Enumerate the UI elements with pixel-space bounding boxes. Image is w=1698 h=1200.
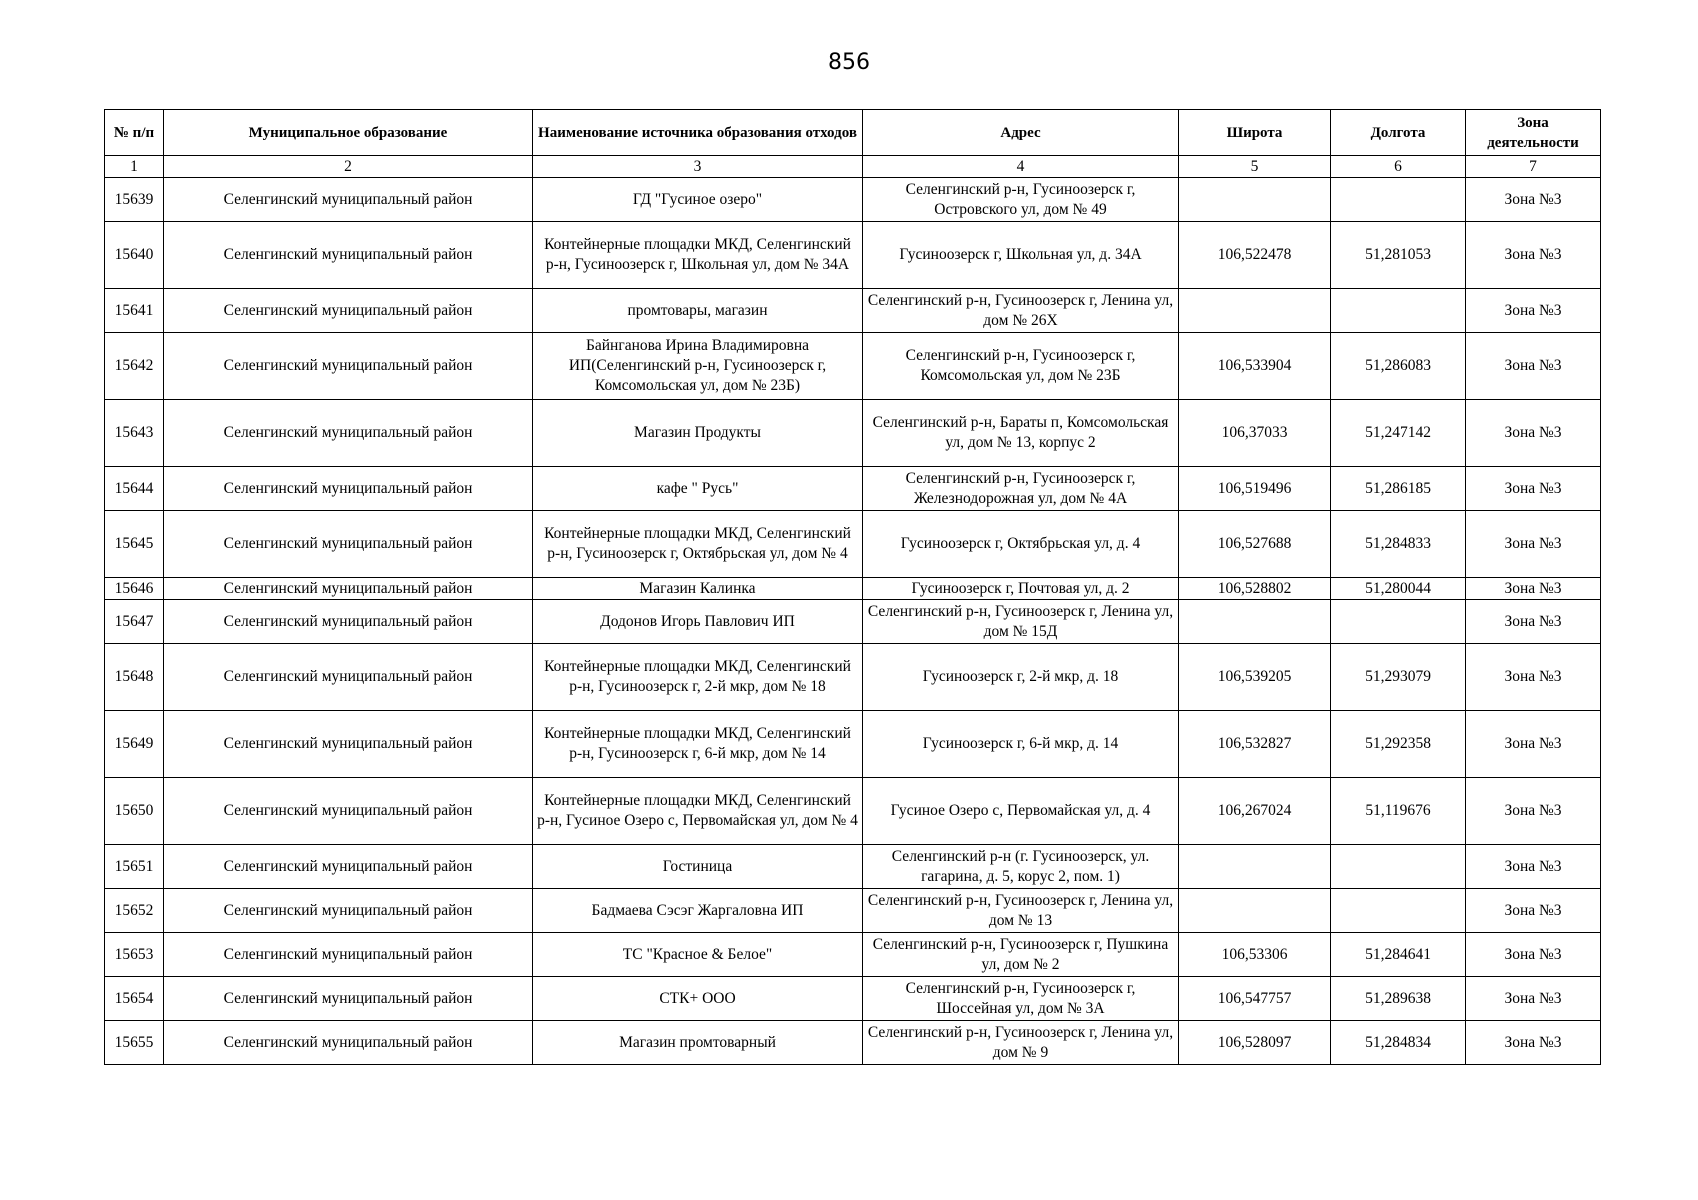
header-cell: Муниципальное образование <box>164 110 533 156</box>
table-row <box>105 711 1601 778</box>
longitude-cell: 51,286083 <box>1331 333 1466 400</box>
table-header-row <box>105 110 1601 156</box>
waste-source-cell: Магазин Калинка <box>533 578 863 600</box>
zone-cell: Зона №3 <box>1466 333 1601 400</box>
longitude-cell: 51,289638 <box>1331 977 1466 1021</box>
waste-source-cell: СТК+ ООО <box>533 977 863 1021</box>
row-number-cell: 15646 <box>105 578 164 600</box>
row-number-cell: 15652 <box>105 889 164 933</box>
latitude-cell <box>1179 845 1331 889</box>
zone-cell: Зона №3 <box>1466 644 1601 711</box>
municipality-cell: Селенгинский муниципальный район <box>164 222 533 289</box>
table-row <box>105 578 1601 600</box>
row-number-cell: 15655 <box>105 1021 164 1065</box>
latitude-cell: 106,528097 <box>1179 1021 1331 1065</box>
zone-cell: Зона №3 <box>1466 933 1601 977</box>
municipality-cell: Селенгинский муниципальный район <box>164 289 533 333</box>
address-cell: Селенгинский р-н (г. Гусиноозерск, ул. гагарина, д. 5, коруc 2, пом. 1) <box>863 845 1179 889</box>
longitude-cell: 51,286185 <box>1331 467 1466 511</box>
address-cell: Гусиноозерск г, Школьная ул, д. 34А <box>863 222 1179 289</box>
row-number-cell: 15640 <box>105 222 164 289</box>
zone-cell: Зона №3 <box>1466 1021 1601 1065</box>
latitude-cell: 106,37033 <box>1179 400 1331 467</box>
zone-cell: Зона №3 <box>1466 511 1601 578</box>
zone-cell: Зона №3 <box>1466 845 1601 889</box>
row-number-cell: 15643 <box>105 400 164 467</box>
row-number-cell: 15650 <box>105 778 164 845</box>
longitude-cell: 51,284641 <box>1331 933 1466 977</box>
latitude-cell: 106,522478 <box>1179 222 1331 289</box>
municipality-cell: Селенгинский муниципальный район <box>164 977 533 1021</box>
address-cell: Гусиноозерск г, Октябрьская ул, д. 4 <box>863 511 1179 578</box>
column-number: 3 <box>533 156 863 178</box>
latitude-cell: 106,547757 <box>1179 977 1331 1021</box>
header-cell: Адрес <box>863 110 1179 156</box>
municipality-cell: Селенгинский муниципальный район <box>164 778 533 845</box>
row-number-cell: 15654 <box>105 977 164 1021</box>
zone-cell: Зона №3 <box>1466 178 1601 222</box>
latitude-cell: 106,519496 <box>1179 467 1331 511</box>
latitude-cell: 106,539205 <box>1179 644 1331 711</box>
table-row <box>105 1021 1601 1065</box>
longitude-cell: 51,119676 <box>1331 778 1466 845</box>
header-cell: Наименование источника образования отходов <box>533 110 863 156</box>
waste-source-cell: Контейнерные площадки МКД, Селенгинский р-н, Гусиноозерск г, 2-й мкр, дом № 18 <box>533 644 863 711</box>
latitude-cell <box>1179 600 1331 644</box>
table-body <box>105 178 1601 1065</box>
waste-source-cell: Магазин Продукты <box>533 400 863 467</box>
row-number-cell: 15648 <box>105 644 164 711</box>
zone-cell: Зона №3 <box>1466 977 1601 1021</box>
municipality-cell: Селенгинский муниципальный район <box>164 578 533 600</box>
municipality-cell: Селенгинский муниципальный район <box>164 467 533 511</box>
waste-source-cell: Бадмаева Сэсэг Жаргаловна ИП <box>533 889 863 933</box>
header-cell: Зона деятельности <box>1466 110 1601 156</box>
column-number: 6 <box>1331 156 1466 178</box>
column-number: 7 <box>1466 156 1601 178</box>
longitude-cell: 51,284833 <box>1331 511 1466 578</box>
row-number-cell: 15639 <box>105 178 164 222</box>
longitude-cell <box>1331 600 1466 644</box>
longitude-cell <box>1331 289 1466 333</box>
address-cell: Гусиноозерск г, 2-й мкр, д. 18 <box>863 644 1179 711</box>
zone-cell: Зона №3 <box>1466 778 1601 845</box>
waste-source-cell: Контейнерные площадки МКД, Селенгинский р-н, Гусиное Озеро с, Первомайская ул, дом № 4 <box>533 778 863 845</box>
table-row <box>105 778 1601 845</box>
column-number: 1 <box>105 156 164 178</box>
latitude-cell: 106,267024 <box>1179 778 1331 845</box>
table-row <box>105 933 1601 977</box>
waste-source-cell: Байнганова Ирина Владимировна ИП(Селенгинский р-н, Гусиноозерск г, Комсомольская ул, дом № 23Б) <box>533 333 863 400</box>
waste-source-cell: Контейнерные площадки МКД, Селенгинский р-н, Гусиноозерск г, Октябрьская ул, дом № 4 <box>533 511 863 578</box>
municipality-cell: Селенгинский муниципальный район <box>164 644 533 711</box>
table-row <box>105 977 1601 1021</box>
column-number: 2 <box>164 156 533 178</box>
waste-source-cell: кафе " Русь" <box>533 467 863 511</box>
longitude-cell: 51,292358 <box>1331 711 1466 778</box>
column-number-row <box>105 156 1601 178</box>
table-row <box>105 289 1601 333</box>
header-cell: № п/п <box>105 110 164 156</box>
municipality-cell: Селенгинский муниципальный район <box>164 178 533 222</box>
latitude-cell: 106,533904 <box>1179 333 1331 400</box>
row-number-cell: 15651 <box>105 845 164 889</box>
header-cell: Широта <box>1179 110 1331 156</box>
row-number-cell: 15644 <box>105 467 164 511</box>
latitude-cell: 106,528802 <box>1179 578 1331 600</box>
zone-cell: Зона №3 <box>1466 222 1601 289</box>
row-number-cell: 15653 <box>105 933 164 977</box>
zone-cell: Зона №3 <box>1466 600 1601 644</box>
waste-source-cell: Додонов Игорь Павлович ИП <box>533 600 863 644</box>
waste-source-cell: ТС "Красное & Белое" <box>533 933 863 977</box>
municipality-cell: Селенгинский муниципальный район <box>164 845 533 889</box>
longitude-cell: 51,293079 <box>1331 644 1466 711</box>
page-number: 856 <box>828 50 870 75</box>
table-row <box>105 333 1601 400</box>
table-row <box>105 511 1601 578</box>
waste-source-cell: промтовары, магазин <box>533 289 863 333</box>
longitude-cell: 51,284834 <box>1331 1021 1466 1065</box>
municipality-cell: Селенгинский муниципальный район <box>164 933 533 977</box>
table-row <box>105 889 1601 933</box>
address-cell: Гусиноозерск г, 6-й мкр, д. 14 <box>863 711 1179 778</box>
header-cell: Долгота <box>1331 110 1466 156</box>
municipality-cell: Селенгинский муниципальный район <box>164 333 533 400</box>
longitude-cell: 51,247142 <box>1331 400 1466 467</box>
waste-source-cell: Контейнерные площадки МКД, Селенгинский р-н, Гусиноозерск г, 6-й мкр, дом № 14 <box>533 711 863 778</box>
address-cell: Селенгинский р-н, Гусиноозерск г, Комсомольская ул, дом № 23Б <box>863 333 1179 400</box>
waste-source-cell: Магазин промтоварный <box>533 1021 863 1065</box>
address-cell: Гусиноозерск г, Почтовая ул, д. 2 <box>863 578 1179 600</box>
waste-sources-table <box>104 109 1601 1065</box>
row-number-cell: 15641 <box>105 289 164 333</box>
zone-cell: Зона №3 <box>1466 400 1601 467</box>
latitude-cell <box>1179 289 1331 333</box>
address-cell: Селенгинский р-н, Гусиноозерск г, Островского ул, дом № 49 <box>863 178 1179 222</box>
waste-source-cell: Гостиница <box>533 845 863 889</box>
table-row <box>105 400 1601 467</box>
latitude-cell: 106,53306 <box>1179 933 1331 977</box>
address-cell: Селенгинский р-н, Гусиноозерск г, Ленина ул, дом № 9 <box>863 1021 1179 1065</box>
municipality-cell: Селенгинский муниципальный район <box>164 889 533 933</box>
column-number: 4 <box>863 156 1179 178</box>
column-number: 5 <box>1179 156 1331 178</box>
zone-cell: Зона №3 <box>1466 467 1601 511</box>
municipality-cell: Селенгинский муниципальный район <box>164 711 533 778</box>
longitude-cell <box>1331 845 1466 889</box>
latitude-cell: 106,527688 <box>1179 511 1331 578</box>
municipality-cell: Селенгинский муниципальный район <box>164 600 533 644</box>
zone-cell: Зона №3 <box>1466 578 1601 600</box>
municipality-cell: Селенгинский муниципальный район <box>164 1021 533 1065</box>
row-number-cell: 15645 <box>105 511 164 578</box>
longitude-cell <box>1331 889 1466 933</box>
longitude-cell <box>1331 178 1466 222</box>
table-row <box>105 600 1601 644</box>
latitude-cell <box>1179 889 1331 933</box>
table-row <box>105 222 1601 289</box>
zone-cell: Зона №3 <box>1466 289 1601 333</box>
longitude-cell: 51,281053 <box>1331 222 1466 289</box>
address-cell: Гусиное Озеро с, Первомайская ул, д. 4 <box>863 778 1179 845</box>
zone-cell: Зона №3 <box>1466 889 1601 933</box>
address-cell: Селенгинский р-н, Гусиноозерск г, Ленина ул, дом № 15Д <box>863 600 1179 644</box>
municipality-cell: Селенгинский муниципальный район <box>164 511 533 578</box>
address-cell: Селенгинский р-н, Гусиноозерск г, Пушкина ул, дом № 2 <box>863 933 1179 977</box>
latitude-cell <box>1179 178 1331 222</box>
zone-cell: Зона №3 <box>1466 711 1601 778</box>
address-cell: Селенгинский р-н, Гусиноозерск г, Железнодорожная ул, дом № 4А <box>863 467 1179 511</box>
waste-source-cell: ГД "Гусиное озеро" <box>533 178 863 222</box>
table-row <box>105 845 1601 889</box>
address-cell: Селенгинский р-н, Гусиноозерск г, Шоссейная ул, дом № 3А <box>863 977 1179 1021</box>
longitude-cell: 51,280044 <box>1331 578 1466 600</box>
table-row <box>105 644 1601 711</box>
row-number-cell: 15649 <box>105 711 164 778</box>
table-row <box>105 467 1601 511</box>
municipality-cell: Селенгинский муниципальный район <box>164 400 533 467</box>
table-row <box>105 178 1601 222</box>
row-number-cell: 15647 <box>105 600 164 644</box>
address-cell: Селенгинский р-н, Гусиноозерск г, Ленина ул, дом № 26Х <box>863 289 1179 333</box>
latitude-cell: 106,532827 <box>1179 711 1331 778</box>
waste-source-cell: Контейнерные площадки МКД, Селенгинский р-н, Гусиноозерск г, Школьная ул, дом № 34А <box>533 222 863 289</box>
address-cell: Селенгинский р-н, Бараты п, Комсомольская ул, дом № 13, корпус 2 <box>863 400 1179 467</box>
row-number-cell: 15642 <box>105 333 164 400</box>
address-cell: Селенгинский р-н, Гусиноозерск г, Ленина ул, дом № 13 <box>863 889 1179 933</box>
